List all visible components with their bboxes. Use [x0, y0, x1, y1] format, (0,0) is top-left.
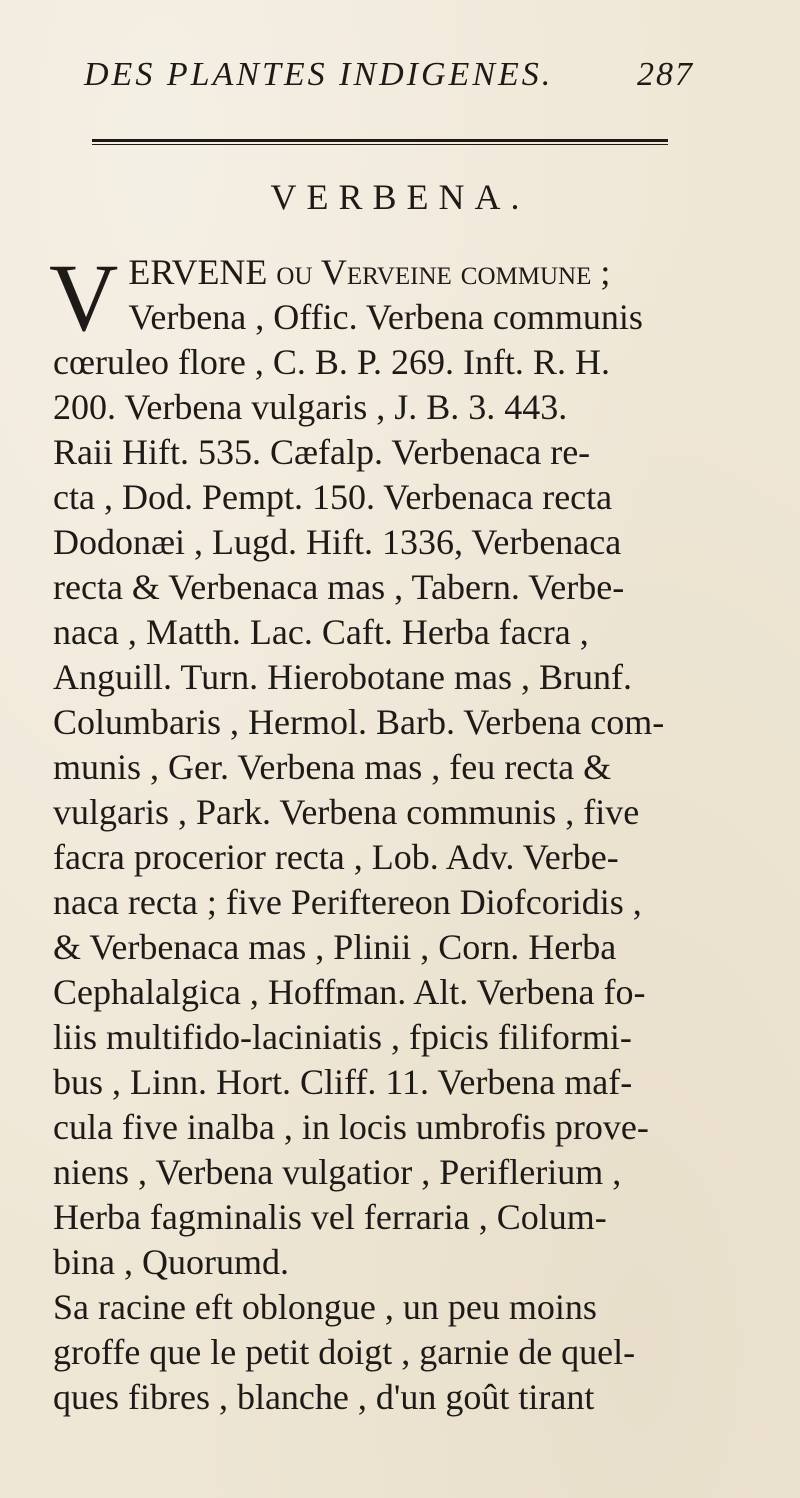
text-line: niens , Verbena vulgatior , Periflerium , — [53, 1152, 622, 1192]
running-head — [84, 56, 694, 116]
text-line: Cephalalgica , Hoffman. Alt. Verbena fo- — [53, 972, 646, 1012]
text-line: bus , Linn. Hort. Cliff. 11. Verbena maf- — [53, 1062, 633, 1102]
text-line: cula five inalba , in locis umbrofis prove- — [53, 1107, 649, 1147]
paragraph-synonyms — [49, 244, 693, 1285]
text-line: facra procerior recta , Lob. Adv. Verbe- — [53, 837, 619, 877]
text-line: liis multifido-laciniatis , fpicis filiformi- — [53, 1017, 632, 1057]
text-line: Raii Hift. 535. Cæfalp. Verbenaca re- — [53, 432, 591, 472]
text-line: & Verbenaca mas , Plinii , Corn. Herba — [53, 927, 617, 967]
text-line: munis , Ger. Verbena mas , feu recta & — [53, 747, 612, 787]
text-line: Anguill. Turn. Hierobotane mas , Brunf. — [53, 657, 632, 697]
section-heading: VERBENA. — [270, 177, 530, 217]
text-line: Verbena , Offic. Verbena communis — [128, 297, 643, 337]
text-line: ques fibres , blanche , d'un goût tirant — [53, 1377, 595, 1417]
text-line: vulgaris , Park. Verbena communis , five — [53, 792, 640, 832]
paragraph-description — [53, 1285, 693, 1420]
text-line: ERVENE ou Verveine commune ; — [128, 252, 611, 292]
text-line: Columbaris , Hermol. Barb. Verbena com- — [53, 702, 665, 742]
text-line: Dodonæi , Lugd. Hift. 1336, Verbenaca — [53, 522, 622, 562]
text-line: naca , Matth. Lac. Caft. Herba facra , — [53, 612, 589, 652]
text-line: recta & Verbenaca mas , Tabern. Verbe- — [53, 567, 625, 607]
text-line: naca recta ; five Periftereon Diofcoridis , — [53, 882, 642, 922]
body-text — [49, 244, 693, 1420]
text-line: cœruleo flore , C. B. P. 269. Inft. R. H. — [53, 342, 610, 382]
text-line: cta , Dod. Pempt. 150. Verbenaca recta — [53, 477, 613, 517]
text-line: groffe que le petit doigt , garnie de quel- — [53, 1332, 636, 1372]
text-line: bina , Quorumd. — [53, 1242, 289, 1282]
drop-cap: V — [49, 244, 119, 351]
text-line: Sa racine eft oblongue , un peu moins — [53, 1287, 597, 1327]
text-line: Herba fagminalis vel ferraria , Colum- — [53, 1197, 607, 1237]
running-head-title: DES PLANTES INDIGENES. — [84, 56, 554, 93]
page-number: 287 — [637, 56, 694, 93]
header-rule — [92, 139, 668, 145]
text-line: 200. Verbena vulgaris , J. B. 3. 443. — [53, 387, 568, 427]
